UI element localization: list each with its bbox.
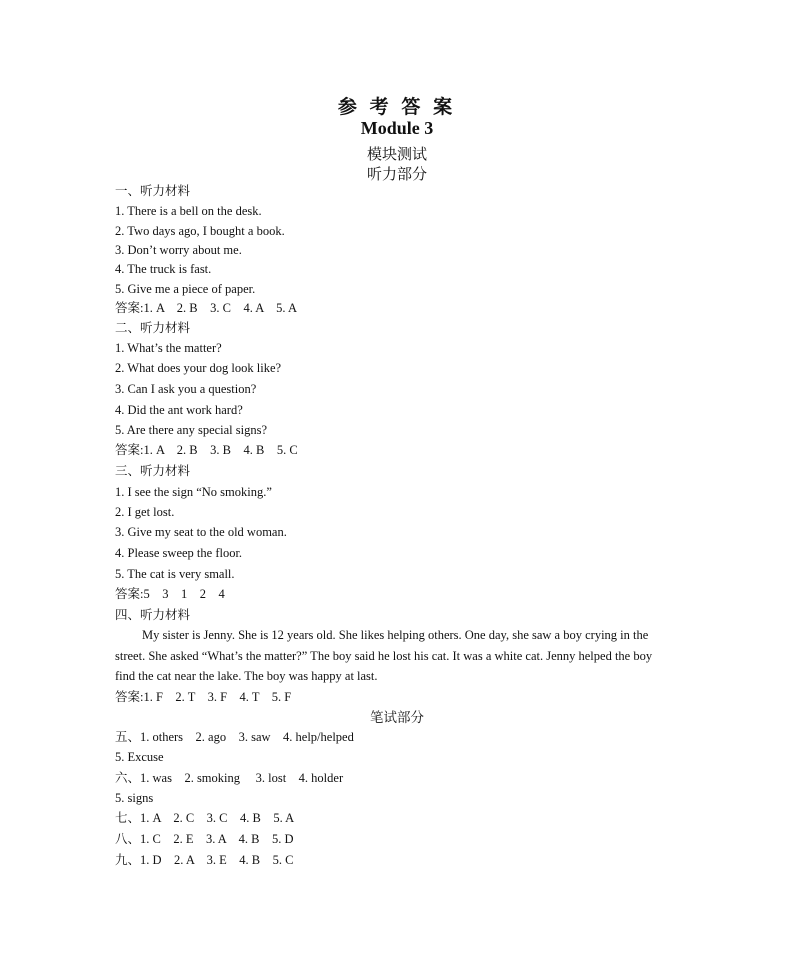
section-1-line-2: 2. Two days ago, I bought a book.	[115, 224, 285, 238]
section-2-line-5: 5. Are there any special signs?	[115, 423, 268, 437]
section-2-line-4: 4. Did the ant work hard?	[115, 403, 243, 417]
test-subtitle: 模块测试	[366, 147, 427, 163]
module-title: Module 3	[360, 118, 434, 138]
section-1-line-3: 3. Don’t worry about me.	[115, 243, 242, 257]
section-2-answer: 答案:1. A 2. B 3. B 4. B 5. C	[115, 443, 298, 457]
section-1-heading: 一、听力材料	[115, 184, 191, 198]
section-7-answers: 七、1. A 2. C 3. C 4. B 5. A	[115, 811, 295, 825]
section-6-line-2: 5. signs	[115, 791, 154, 805]
listening-heading: 听力部分	[366, 167, 427, 183]
section-3-line-3: 3. Give my seat to the old woman.	[115, 525, 287, 539]
section-2-line-2: 2. What does your dog look like?	[115, 361, 282, 375]
writing-heading: 笔试部分	[370, 710, 424, 725]
section-8-answers: 八、1. C 2. E 3. A 4. B 5. D	[115, 832, 294, 846]
section-1-line-1: 1. There is a bell on the desk.	[115, 204, 262, 218]
section-3-line-2: 2. I get lost.	[115, 505, 175, 519]
section-4-answer: 答案:1. F 2. T 3. F 4. T 5. F	[115, 690, 292, 704]
section-4-paragraph: My sister is Jenny. She is 12 years old. She likes helping others. One day, she saw a boy crying in the street. She asked “What’s the matter?” The boy said he lost his cat. It was a white cat. Jenny helped the boy find the cat near the lake. The boy was happy at last.	[115, 628, 653, 683]
section-3-answer: 答案:5 3 1 2 4	[115, 587, 225, 601]
section-3-line-4: 4. Please sweep the floor.	[115, 546, 243, 560]
section-9-answers: 九、1. D 2. A 3. E 4. B 5. C	[115, 853, 294, 867]
section-2-line-1: 1. What’s the matter?	[115, 341, 222, 355]
section-3-line-1: 1. I see the sign “No smoking.”	[115, 485, 272, 499]
section-3-heading: 三、听力材料	[115, 464, 191, 478]
page-title: 参 考 答 案	[337, 97, 457, 118]
section-5-line-1: 五、1. others 2. ago 3. saw 4. help/helped	[115, 730, 354, 744]
section-1-answer: 答案:1. A 2. B 3. C 4. A 5. A	[115, 301, 297, 315]
section-1-line-5: 5. Give me a piece of paper.	[115, 282, 256, 296]
section-5-line-2: 5. Excuse	[115, 750, 164, 764]
section-2-heading: 二、听力材料	[115, 321, 191, 335]
section-6-line-1: 六、1. was 2. smoking 3. lost 4. holder	[115, 771, 344, 785]
section-3-line-5: 5. The cat is very small.	[115, 567, 235, 581]
section-4-heading: 四、听力材料	[115, 608, 191, 622]
section-1-line-4: 4. The truck is fast.	[115, 262, 212, 276]
section-2-line-3: 3. Can I ask you a question?	[115, 382, 257, 396]
